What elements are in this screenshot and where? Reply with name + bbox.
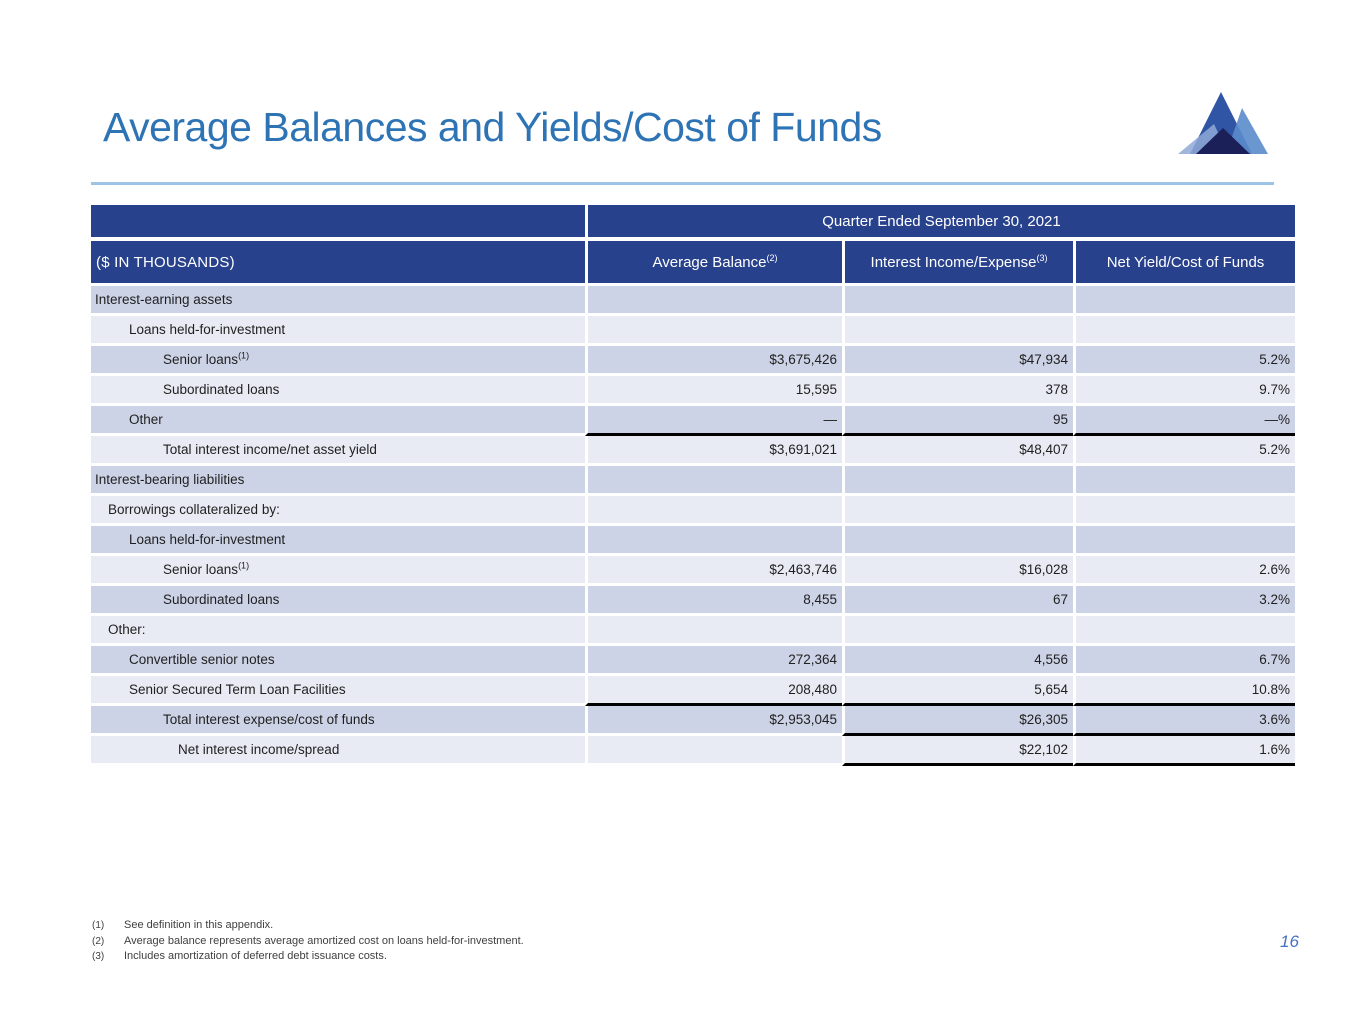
cell-value bbox=[585, 466, 842, 496]
table-row bbox=[91, 736, 1295, 766]
table-row bbox=[91, 436, 1295, 466]
cell-value bbox=[585, 616, 842, 646]
footnotes bbox=[92, 918, 524, 965]
footnote-marker: (2) bbox=[92, 935, 105, 947]
cell-value: 208,480 bbox=[585, 676, 842, 706]
cell-value bbox=[585, 526, 842, 556]
table-body bbox=[91, 286, 1295, 766]
cell-value: 67 bbox=[842, 586, 1073, 616]
table-row bbox=[91, 646, 1295, 676]
cell-value: $16,028 bbox=[842, 556, 1073, 586]
balances-table bbox=[91, 205, 1295, 766]
footnote-3 bbox=[92, 949, 524, 965]
row-label: Subordinated loans bbox=[91, 586, 585, 616]
cell-value: $3,691,021 bbox=[585, 436, 842, 466]
row-label: Total interest income/net asset yield bbox=[91, 436, 585, 466]
table-row bbox=[91, 466, 1295, 496]
row-label: Convertible senior notes bbox=[91, 646, 585, 676]
row-label: Other bbox=[91, 406, 585, 436]
footnote-marker: (3) bbox=[92, 951, 105, 962]
units-header: ($ IN THOUSANDS) bbox=[91, 241, 585, 286]
cell-value: 4,556 bbox=[842, 646, 1073, 676]
table-row bbox=[91, 376, 1295, 406]
cell-value bbox=[1073, 466, 1295, 496]
cell-value: 10.8% bbox=[1073, 676, 1295, 706]
cell-value bbox=[842, 496, 1073, 526]
table-row bbox=[91, 706, 1295, 736]
table-row bbox=[91, 556, 1295, 586]
row-label: Interest-bearing liabilities bbox=[91, 466, 585, 496]
column-header-label: Net Yield/Cost of Funds bbox=[1106, 253, 1265, 271]
header-corner-cell bbox=[91, 205, 585, 241]
cell-value: 5.2% bbox=[1073, 436, 1295, 466]
cell-value bbox=[1073, 616, 1295, 646]
row-label: Senior Secured Term Loan Facilities bbox=[91, 676, 585, 706]
column-header-label: Interest Income/Expense bbox=[870, 253, 1037, 271]
cell-value: $2,463,746 bbox=[585, 556, 842, 586]
cell-value bbox=[585, 496, 842, 526]
column-header-label: Average Balance bbox=[652, 253, 767, 271]
footnote-ref: (1) bbox=[238, 350, 250, 361]
table-header-row-columns bbox=[91, 241, 1295, 286]
cell-value: $3,675,426 bbox=[585, 346, 842, 376]
cell-value bbox=[1073, 286, 1295, 316]
cell-value: 95 bbox=[842, 406, 1073, 436]
cell-value: $47,934 bbox=[842, 346, 1073, 376]
column-header-average-balance bbox=[585, 241, 842, 286]
row-label: Total interest expense/cost of funds bbox=[91, 706, 585, 736]
cell-value: 3.6% bbox=[1073, 706, 1295, 736]
cell-value bbox=[585, 736, 842, 766]
cell-value bbox=[1073, 496, 1295, 526]
row-label: Borrowings collateralized by: bbox=[91, 496, 585, 526]
cell-value: $26,305 bbox=[842, 706, 1073, 736]
cell-value bbox=[1073, 316, 1295, 346]
row-label: Senior loans$^{(1)}$ bbox=[91, 346, 585, 376]
row-label: Interest-earning assets bbox=[91, 286, 585, 316]
cell-value: — bbox=[585, 406, 842, 436]
cell-value: 9.7% bbox=[1073, 376, 1295, 406]
table-row bbox=[91, 616, 1295, 646]
cell-value bbox=[842, 616, 1073, 646]
cell-value: 2.6% bbox=[1073, 556, 1295, 586]
row-label: Net interest income/spread bbox=[91, 736, 585, 766]
footnote-text: See definition in this appendix. bbox=[124, 919, 274, 931]
row-label: Loans held-for-investment bbox=[91, 316, 585, 346]
title-divider bbox=[91, 182, 1274, 185]
cell-value bbox=[585, 286, 842, 316]
cell-value: 5.2% bbox=[1073, 346, 1295, 376]
cell-value bbox=[842, 316, 1073, 346]
cell-value bbox=[842, 466, 1073, 496]
table-header-row-span bbox=[91, 205, 1295, 241]
cell-value: —% bbox=[1073, 406, 1295, 436]
cell-value: $2,953,045 bbox=[585, 706, 842, 736]
table-header bbox=[91, 205, 1295, 286]
table-row bbox=[91, 406, 1295, 436]
cell-value: 8,455 bbox=[585, 586, 842, 616]
footnote-ref: (2) bbox=[766, 252, 778, 263]
cell-value bbox=[842, 286, 1073, 316]
cell-value: 6.7% bbox=[1073, 646, 1295, 676]
cell-value: 1.6% bbox=[1073, 736, 1295, 766]
row-label: Loans held-for-investment bbox=[91, 526, 585, 556]
footnote-ref: (3) bbox=[1036, 252, 1048, 263]
table-row bbox=[91, 346, 1295, 376]
row-label: Subordinated loans bbox=[91, 376, 585, 406]
cell-value: 272,364 bbox=[585, 646, 842, 676]
page-number: 16 bbox=[1280, 932, 1299, 951]
table-row bbox=[91, 586, 1295, 616]
table-row bbox=[91, 286, 1295, 316]
cell-value: 5,654 bbox=[842, 676, 1073, 706]
cell-value: 3.2% bbox=[1073, 586, 1295, 616]
row-label: Other: bbox=[91, 616, 585, 646]
footnote-marker: (1) bbox=[92, 920, 105, 931]
footnote-1 bbox=[92, 918, 524, 934]
footnote-ref: (1) bbox=[238, 560, 250, 571]
cell-value: 15,595 bbox=[585, 376, 842, 406]
cell-value bbox=[585, 316, 842, 346]
cell-value: 378 bbox=[842, 376, 1073, 406]
table-row bbox=[91, 526, 1295, 556]
cell-value: $48,407 bbox=[842, 436, 1073, 466]
table-row bbox=[91, 496, 1295, 526]
footnote-text: Includes amortization of deferred debt issuance costs. bbox=[124, 950, 387, 962]
footnote-2 bbox=[92, 934, 524, 950]
row-label: Senior loans$^{(1)}$ bbox=[91, 556, 585, 586]
cell-value bbox=[1073, 526, 1295, 556]
quarter-span-header: Quarter Ended September 30, 2021 bbox=[585, 205, 1295, 241]
mountain-logo-icon bbox=[1176, 84, 1276, 160]
column-header-net-yield bbox=[1073, 241, 1295, 286]
cell-value bbox=[842, 526, 1073, 556]
table-row bbox=[91, 316, 1295, 346]
column-header-interest-income-expense bbox=[842, 241, 1073, 286]
page-title: Average Balances and Yields/Cost of Funds bbox=[103, 104, 882, 150]
cell-value: $22,102 bbox=[842, 736, 1073, 766]
footnote-text: Average balance represents average amortized cost on loans held-for-investment. bbox=[124, 934, 524, 947]
table-row bbox=[91, 676, 1295, 706]
